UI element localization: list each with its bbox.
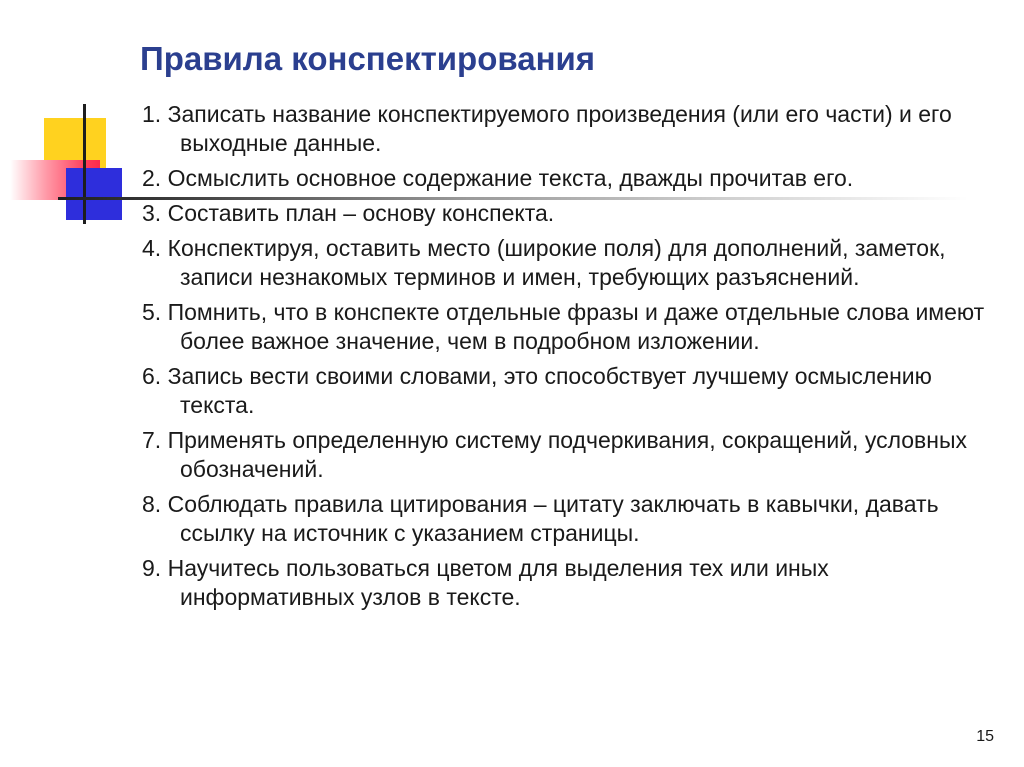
rule-text: Конспектируя, оставить место (широкие поля) для дополнений, заметок, записи незнакомых терминов и имен, требующих разъяснений. (167, 235, 946, 290)
rule-text: Запись вести своими словами, это способствует лучшему осмыслению текста. (167, 363, 932, 418)
rule-number: 8. (142, 491, 168, 517)
rule-item-5 (142, 298, 992, 356)
rules-list (142, 100, 992, 618)
rule-item-4 (142, 234, 992, 292)
rule-item-1 (142, 100, 992, 158)
rule-number: 2. (142, 165, 168, 191)
rule-text: Соблюдать правила цитирования – цитату заключать в кавычки, давать ссылку на источник с указанием страницы. (167, 491, 939, 546)
rule-item-8 (142, 490, 992, 548)
decorative-vertical-line (83, 104, 86, 224)
rule-text: Составить план – основу конспекта. (167, 200, 555, 226)
rule-number: 4. (142, 235, 168, 261)
rule-item-7 (142, 426, 992, 484)
decorative-blue-square (66, 168, 122, 220)
rule-number: 5. (142, 299, 168, 325)
rule-number: 6. (142, 363, 168, 389)
rule-number: 3. (142, 200, 168, 226)
page-number: 15 (976, 728, 994, 745)
rule-text: Научитесь пользоваться цветом для выделения тех или иных информативных узлов в тексте. (167, 555, 829, 610)
rule-number: 7. (142, 427, 168, 453)
rule-item-6 (142, 362, 992, 420)
rule-text: Записать название конспектируемого произведения (или его части) и его выходные данные. (167, 101, 952, 156)
rule-item-3 (142, 199, 992, 228)
rule-item-9 (142, 554, 992, 612)
rule-number: 1. (142, 101, 168, 127)
rule-text: Осмыслить основное содержание текста, дважды прочитав его. (167, 165, 854, 191)
rule-number: 9. (142, 555, 168, 581)
rule-text: Помнить, что в конспекте отдельные фразы и даже отдельные слова имеют более важное значение, чем в подробном изложении. (167, 299, 985, 354)
rule-text: Применять определенную систему подчеркивания, сокращений, условных обозначений. (167, 427, 967, 482)
slide-title: Правила конспектирования (140, 40, 596, 77)
rule-item-2 (142, 164, 992, 193)
